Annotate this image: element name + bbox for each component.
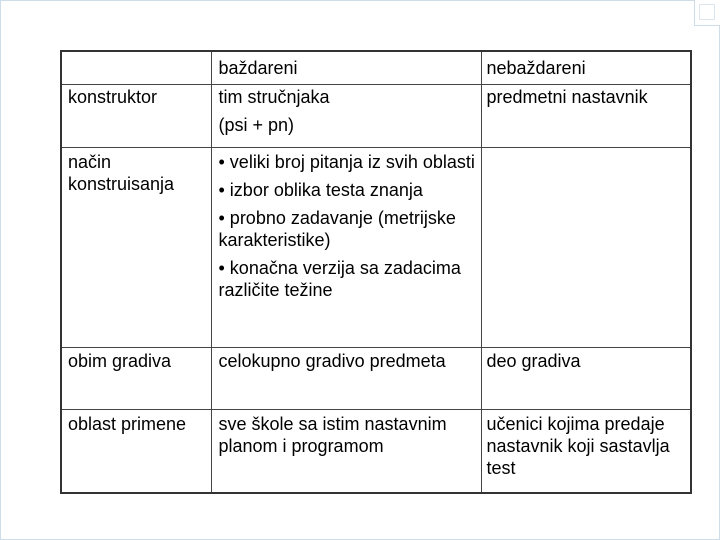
row-label-obim-gradiva: obim gradiva [61,347,211,409]
cell-nebazdareni [481,84,691,147]
table-header-row [61,51,691,84]
row-label-nacin-konstruisanja: način konstruisanja [61,147,211,347]
cell-line: tim stručnjaka [218,86,330,107]
cell-line: predmetni nastavnik [486,86,648,107]
cell-bazdareni [211,84,481,147]
bullet-item: • izbor oblika testa znanja [218,179,423,200]
comparison-table [60,50,692,494]
bullet-item: • veliki broj pitanja iz svih oblasti [218,151,475,172]
row-label-konstruktor: konstruktor [61,84,211,147]
header-cell-empty [61,51,211,84]
table-row [61,347,691,409]
table-row [61,409,691,493]
cell-nebazdareni-empty [481,147,691,347]
table-row [61,84,691,147]
header-cell-nebazdareni: nebaždareni [481,51,691,84]
header-cell-bazdareni: baždareni [211,51,481,84]
cell-nebazdareni: učenici kojima predaje nastavnik koji sastavlja test [481,409,691,493]
cell-bazdareni: sve škole sa istim nastavnim planom i programom [211,409,481,493]
cell-nebazdareni: deo gradiva [481,347,691,409]
row-label-oblast-primene: oblast primene [61,409,211,493]
slide-corner-decoration [694,0,720,26]
bullet-item: • konačna verzija sa zadacima različite težine [218,257,461,300]
cell-bazdareni: celokupno gradivo predmeta [211,347,481,409]
table-row [61,147,691,347]
bullet-item: • probno zadavanje (metrijske karakteristike) [218,207,456,250]
cell-line: (psi + pn) [218,114,295,135]
cell-bazdareni [211,147,481,347]
